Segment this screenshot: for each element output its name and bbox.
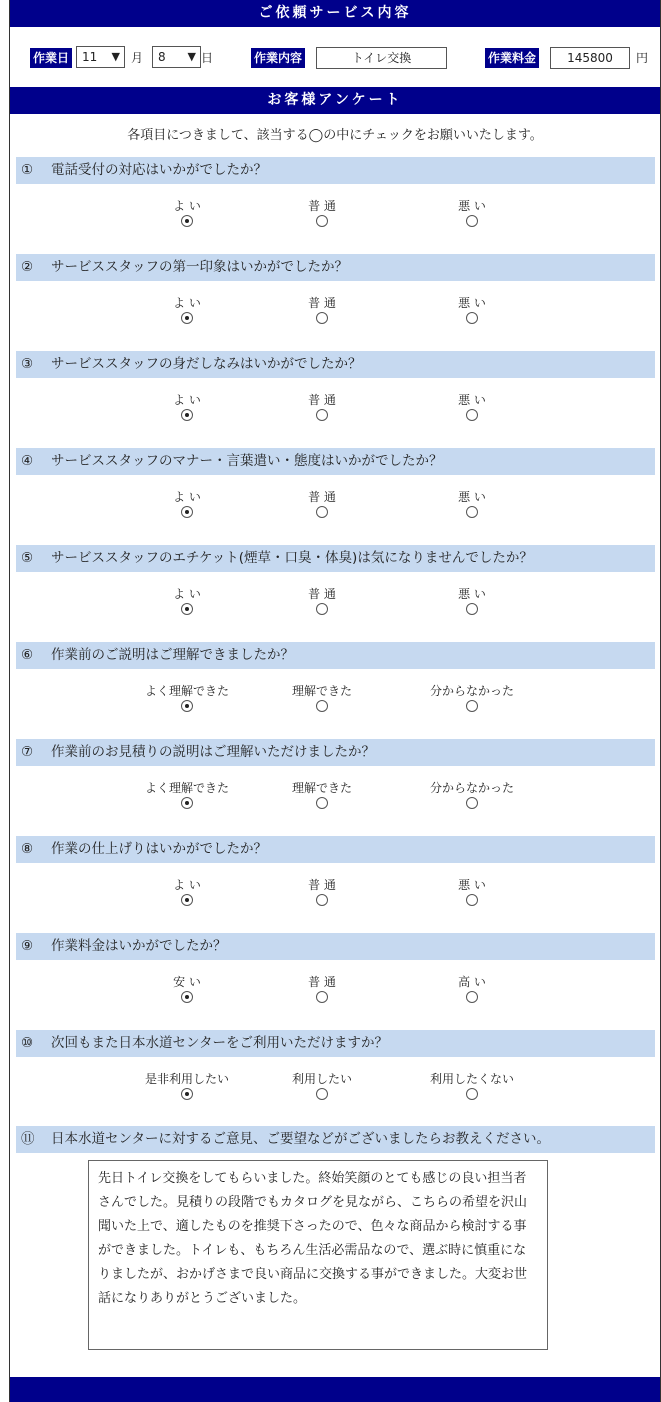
option-radio[interactable]	[316, 991, 328, 1003]
question-number: ⑨	[21, 938, 34, 954]
service-info-row	[10, 46, 660, 70]
option-radio[interactable]	[181, 894, 193, 906]
chevron-down-icon: ▼	[187, 50, 196, 63]
day-unit: 日	[201, 51, 214, 65]
option-label: 悪 い	[458, 199, 486, 213]
chevron-down-icon: ▼	[111, 50, 120, 63]
content-field[interactable]: トイレ交換	[316, 47, 447, 69]
option-radio[interactable]	[181, 603, 193, 615]
question-text: サービススタッフの身だしなみはいかがでしたか？	[51, 356, 362, 372]
option-label: よ い	[173, 587, 201, 601]
option-label: 是非利用したい	[144, 1072, 229, 1086]
question-number: ②	[21, 259, 34, 275]
question-number: ⑤	[21, 550, 34, 566]
question-header	[16, 642, 655, 669]
question-header	[16, 739, 655, 766]
question-text: サービススタッフの第一印象はいかがでしたか？	[51, 259, 348, 275]
option-radio[interactable]	[316, 506, 328, 518]
option-radio[interactable]	[181, 991, 193, 1003]
option-radio[interactable]	[466, 506, 478, 518]
question-text: 作業前のお見積りの説明はご理解いただけましたか？	[51, 744, 375, 760]
service-header: ご依頼サービス内容	[10, 0, 660, 27]
question-header	[16, 254, 655, 281]
option-radio[interactable]	[181, 797, 193, 809]
date-label: 作業日	[30, 48, 72, 68]
question-text: サービススタッフのマナー・言葉遣い・態度はいかがでしたか？	[51, 453, 443, 469]
option-radio[interactable]	[466, 312, 478, 324]
option-label: 普 通	[308, 296, 336, 310]
option-label: よ い	[173, 878, 201, 892]
question-number: ③	[21, 356, 34, 372]
survey-intro: 各項目につきまして、該当する◯の中にチェックをお願いいたします。	[127, 128, 543, 143]
question-text: 日本水道センターに対するご意見、ご要望などがございましたらお教えください。	[51, 1131, 550, 1147]
option-radio[interactable]	[316, 312, 328, 324]
question-header	[16, 545, 655, 572]
option-label: 悪 い	[458, 393, 486, 407]
option-label: 分からなかった	[429, 781, 514, 795]
option-label: 分からなかった	[429, 684, 514, 698]
question-header	[16, 1030, 655, 1057]
option-radio[interactable]	[316, 409, 328, 421]
option-radio[interactable]	[316, 700, 328, 712]
option-label: 悪 い	[458, 296, 486, 310]
option-label: 理解できた	[291, 684, 352, 698]
option-label: 高 い	[458, 975, 486, 989]
option-radio[interactable]	[181, 312, 193, 324]
question-header	[16, 836, 655, 863]
month-value: 11	[82, 50, 98, 64]
option-radio[interactable]	[466, 215, 478, 227]
question-text: 電話受付の対応はいかがでしたか？	[51, 162, 267, 178]
price-label: 作業料金	[485, 48, 539, 68]
option-radio[interactable]	[466, 700, 478, 712]
option-radio[interactable]	[466, 1088, 478, 1100]
option-label: よ い	[173, 490, 201, 504]
option-radio[interactable]	[181, 1088, 193, 1100]
option-label: 悪 い	[458, 878, 486, 892]
question-header	[16, 351, 655, 378]
option-label: よく理解できた	[144, 781, 229, 795]
question-header	[16, 448, 655, 475]
option-radio[interactable]	[466, 409, 478, 421]
month-unit: 月	[131, 51, 144, 65]
option-label: 普 通	[308, 878, 336, 892]
month-select[interactable]	[76, 46, 125, 68]
question-number: ⑧	[21, 841, 34, 857]
comment-textarea[interactable]: 先日トイレ交換をしてもらいました。終始笑顔のとても感じの良い担当者さんでした。見積りの段階でもカタログを見ながら、こちらの希望を沢山聞いた上で、適したものを推奨下さったので、色々な商品から検討する事ができました。トイレも、もちろん生活必需品なので、選ぶ時に慎重になりましたが、おかげさまで良い商品に交換する事ができました。大変お世話になりありがとうございました。	[88, 1160, 548, 1350]
option-label: 利用したくない	[429, 1072, 514, 1086]
question-number: ④	[21, 453, 34, 469]
question-text: 作業料金はいかがでしたか？	[51, 938, 227, 954]
question-number: ⑥	[21, 647, 34, 663]
option-radio[interactable]	[466, 991, 478, 1003]
question-header	[16, 157, 655, 184]
option-label: 普 通	[308, 393, 336, 407]
day-value: 8	[158, 50, 166, 64]
option-label: 普 通	[308, 587, 336, 601]
question-number: ①	[21, 162, 34, 178]
price-unit: 円	[636, 51, 649, 65]
option-radio[interactable]	[316, 603, 328, 615]
option-label: 悪 い	[458, 587, 486, 601]
option-radio[interactable]	[466, 894, 478, 906]
footer-bar	[10, 1377, 660, 1402]
option-label: 普 通	[308, 975, 336, 989]
question-text: 次回もまた日本水道センターをご利用いただけますか？	[51, 1035, 388, 1051]
question-text: 作業前のご説明はご理解できましたか？	[51, 647, 294, 663]
option-radio[interactable]	[316, 215, 328, 227]
option-radio[interactable]	[181, 700, 193, 712]
question-text: 作業の仕上げりはいかがでしたか？	[51, 841, 267, 857]
question-number: ⑩	[21, 1035, 34, 1051]
option-label: よ い	[173, 393, 201, 407]
option-label: 安 い	[173, 975, 201, 989]
question-number: ⑦	[21, 744, 34, 760]
option-radio[interactable]	[181, 409, 193, 421]
question-number: ⑪	[21, 1131, 35, 1147]
survey-header: お客様アンケート	[10, 87, 660, 114]
content-label: 作業内容	[251, 48, 305, 68]
option-radio[interactable]	[181, 215, 193, 227]
option-label: 悪 い	[458, 490, 486, 504]
survey-frame	[9, 0, 661, 1402]
option-label: 利用したい	[291, 1072, 352, 1086]
option-label: よ い	[173, 296, 201, 310]
option-radio[interactable]	[316, 894, 328, 906]
option-radio[interactable]	[181, 506, 193, 518]
price-field[interactable]: 145800	[550, 47, 630, 69]
option-label: 普 通	[308, 490, 336, 504]
option-radio[interactable]	[466, 797, 478, 809]
comment-question	[16, 1126, 655, 1153]
option-radio[interactable]	[466, 603, 478, 615]
option-label: よく理解できた	[144, 684, 229, 698]
option-label: 普 通	[308, 199, 336, 213]
question-text: サービススタッフのエチケット(煙草・口臭・体臭)は気になりませんでしたか？	[51, 550, 533, 566]
option-label: よ い	[173, 199, 201, 213]
option-label: 理解できた	[291, 781, 352, 795]
day-select[interactable]	[152, 46, 201, 68]
question-header	[16, 933, 655, 960]
option-radio[interactable]	[316, 797, 328, 809]
option-radio[interactable]	[316, 1088, 328, 1100]
